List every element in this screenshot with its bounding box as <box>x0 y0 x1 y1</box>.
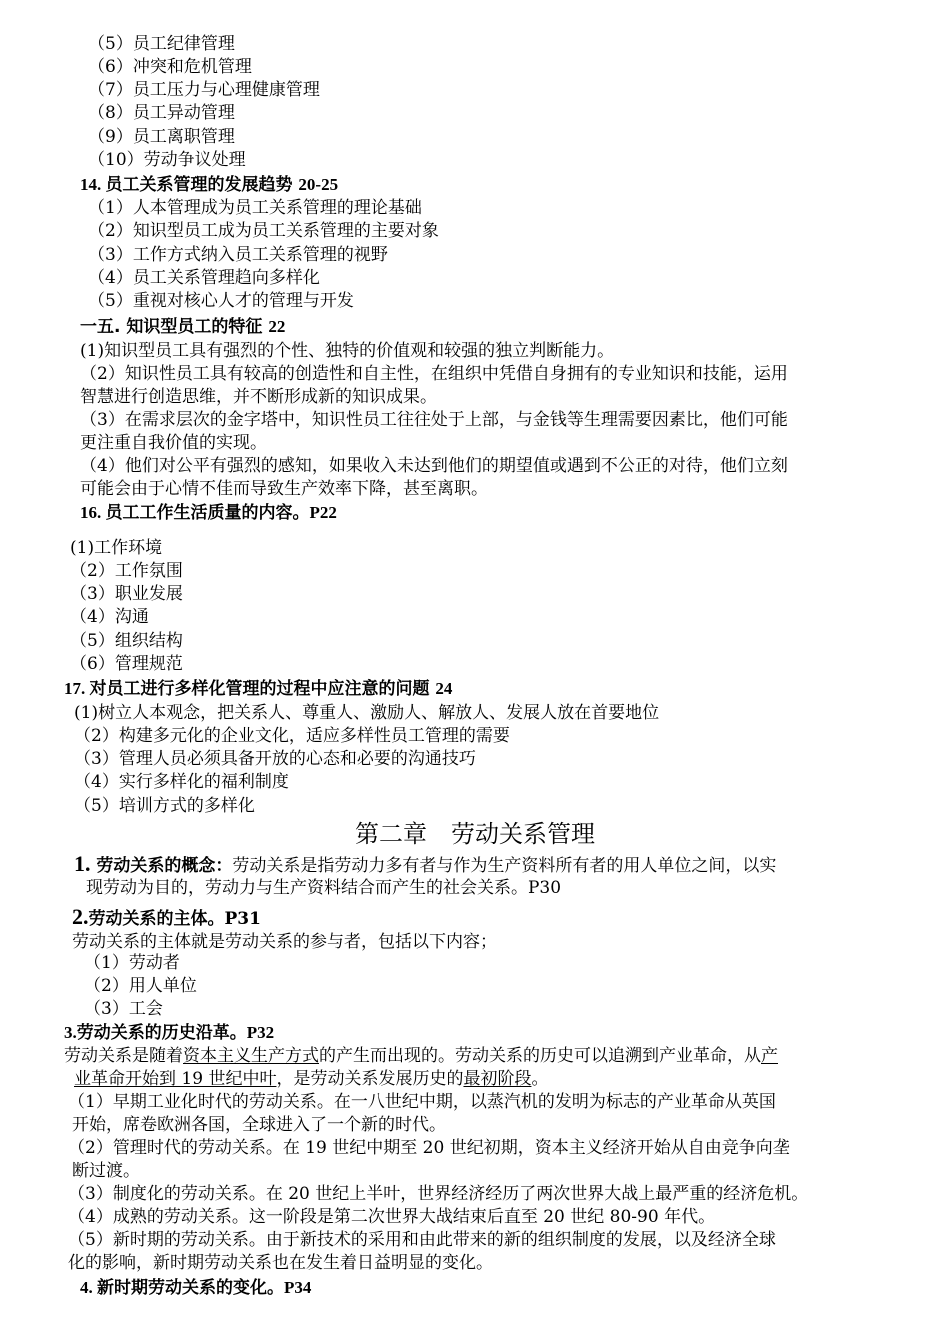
paragraph-line: （2）管理时代的劳动关系。在 19 世纪中期至 20 世纪初期，资本主义经济开始从自由竞争向垄 <box>68 1138 790 1158</box>
chapter-title: 第二章 劳动关系管理 <box>355 820 595 848</box>
paragraph-line: （3）制度化的劳动关系。在 20 世纪上半叶，世界经济经历了两次世界大战上最严重的经济危机。 <box>68 1184 809 1204</box>
section-4-heading <box>80 1276 311 1300</box>
list-item: （3）工作方式纳入员工关系管理的视野 <box>88 245 388 265</box>
section-label: 劳动关系的主体。 <box>88 909 225 929</box>
heading-page-ref: P22 <box>309 503 337 522</box>
section-label: 新时期劳动关系的变化。 <box>97 1278 284 1298</box>
section-number: 3. <box>64 1023 77 1042</box>
paragraph-line: 化的影响，新时期劳动关系也在发生着日益明显的变化。 <box>68 1253 493 1273</box>
list-item: （9）员工离职管理 <box>88 127 235 147</box>
paragraph-line: （4）他们对公平有强烈的感知，如果收入未达到他们的期望值或遇到不公正的对待，他们立刻 <box>80 456 788 476</box>
section-page-ref: P34 <box>284 1278 312 1297</box>
section-label: 劳动关系的概念： <box>90 856 233 876</box>
section-1-line-2: 现劳动为目的，劳动力与生产资料结合而产生的社会关系。P30 <box>86 878 562 898</box>
list-item: （8）员工异动管理 <box>88 103 235 123</box>
paragraph-line: （5）新时期的劳动关系。由于新技术的采用和由此带来的新的组织制度的发展，以及经济全球 <box>68 1230 776 1250</box>
underlined-term: 业革命开始到 19 世纪中叶 <box>74 1069 277 1089</box>
paragraph-line: 业革命开始到 19 世纪中叶，是劳动关系发展历史的最初阶段。 <box>74 1069 549 1089</box>
paragraph-line: 可能会由于心情不佳而导致生产效率下降，甚至离职。 <box>80 479 488 499</box>
paragraph-line: 开始，席卷欧洲各国，全球进入了一个新的时代。 <box>72 1115 446 1135</box>
paragraph-line: 更注重自我价值的实现。 <box>80 433 267 453</box>
heading-page-ref: 24 <box>435 679 453 698</box>
heading-page-ref: 20-25 <box>298 175 339 194</box>
paragraph-line: 断过渡。 <box>72 1161 140 1181</box>
underlined-term: 最初阶段 <box>463 1069 532 1089</box>
list-item: （2）工作氛围 <box>70 561 183 581</box>
list-item: (1)树立人本观念，把关系人、尊重人、激励人、解放人、发展人放在首要地位 <box>74 703 660 723</box>
section-number: 1. <box>74 851 91 876</box>
section-number: 4. <box>80 1278 97 1297</box>
paragraph-line: （1）早期工业化时代的劳动关系。在一八世纪中期，以蒸汽机的发明为标志的产业革命从英国 <box>68 1092 776 1112</box>
section-page-ref: P31 <box>224 909 261 929</box>
list-item: （7）员工压力与心理健康管理 <box>88 80 320 100</box>
heading-number: 17. <box>64 679 90 698</box>
paragraph-line: （3）在需求层次的金字塔中，知识性员工往往处于上部，与金钱等生理需要因素比，他们可能 <box>80 410 788 430</box>
section-label: 劳动关系的历史沿革。 <box>76 1023 247 1043</box>
list-item: （5）重视对核心人才的管理与开发 <box>88 291 354 311</box>
list-item: （1）人本管理成为员工关系管理的理论基础 <box>88 198 422 218</box>
underlined-term: 资本主义生产方式 <box>183 1046 319 1066</box>
list-item: （6）管理规范 <box>70 654 183 674</box>
list-item: （10）劳动争议处理 <box>88 150 246 170</box>
paragraph-line: （4）成熟的劳动关系。这一阶段是第二次世界大战结束后直至 20 世纪 80-90 年代。 <box>68 1207 716 1227</box>
paragraph-line: 劳动关系的主体就是劳动关系的参与者，包括以下内容； <box>72 932 497 952</box>
list-item: （6）冲突和危机管理 <box>88 57 252 77</box>
list-item: （5）员工纪律管理 <box>88 34 235 54</box>
underlined-term: 产 <box>761 1046 778 1066</box>
list-item: （2）用人单位 <box>84 976 197 996</box>
heading-title: 知识型员工的特征 <box>126 317 269 337</box>
section-heading-17 <box>64 677 452 701</box>
list-item: （3）管理人员必须具备开放的心态和必要的沟通技巧 <box>74 749 476 769</box>
heading-title: 员工关系管理的发展趋势 <box>105 175 299 195</box>
heading-number: 14. <box>80 175 106 194</box>
paragraph-line: 劳动关系是随着资本主义生产方式的产生而出现的。劳动关系的历史可以追溯到产业革命，从产 <box>64 1046 778 1066</box>
section-2-heading <box>72 905 261 931</box>
list-item: （5）培训方式的多样化 <box>74 796 255 816</box>
heading-title: 对员工进行多样化管理的过程中应注意的问题 <box>89 679 436 699</box>
list-item: （3）职业发展 <box>70 584 183 604</box>
list-item: （2）知识型员工成为员工关系管理的主要对象 <box>88 221 439 241</box>
section-text: 劳动关系是指劳动力多有者与作为生产资料所有者的用人单位之间，以实 <box>232 856 777 876</box>
list-item: （2）构建多元化的企业文化，适应多样性员工管理的需要 <box>74 726 510 746</box>
section-page-ref: P32 <box>246 1023 275 1042</box>
paragraph-line: (1)知识型员工具有强烈的个性、独特的价值观和较强的独立判断能力。 <box>80 341 615 361</box>
list-item: （1）劳动者 <box>84 953 180 973</box>
list-item: （4）实行多样化的福利制度 <box>74 772 289 792</box>
list-item: (1)工作环境 <box>70 538 163 558</box>
section-heading-14 <box>80 173 338 197</box>
paragraph-line: （2）知识性员工具有较高的创造性和自主性，在组织中凭借自身拥有的专业知识和技能，运用 <box>80 364 788 384</box>
paragraph-line: 智慧进行创造思维，并不断形成新的知识成果。 <box>80 387 437 407</box>
list-item: （4）员工关系管理趋向多样化 <box>88 268 320 288</box>
heading-number: 一五. <box>80 317 127 337</box>
section-heading-16 <box>80 501 337 525</box>
list-item: （3）工会 <box>84 999 163 1019</box>
section-number: 2. <box>72 904 89 929</box>
section-heading-15 <box>80 315 285 339</box>
list-item: （5）组织结构 <box>70 631 183 651</box>
section-3-heading <box>64 1021 274 1045</box>
section-1-line-1 <box>74 852 776 878</box>
heading-page-ref: 22 <box>268 317 286 336</box>
heading-number: 16. <box>80 503 106 522</box>
heading-title: 员工工作生活质量的内容。 <box>105 503 310 523</box>
list-item: （4）沟通 <box>70 607 149 627</box>
